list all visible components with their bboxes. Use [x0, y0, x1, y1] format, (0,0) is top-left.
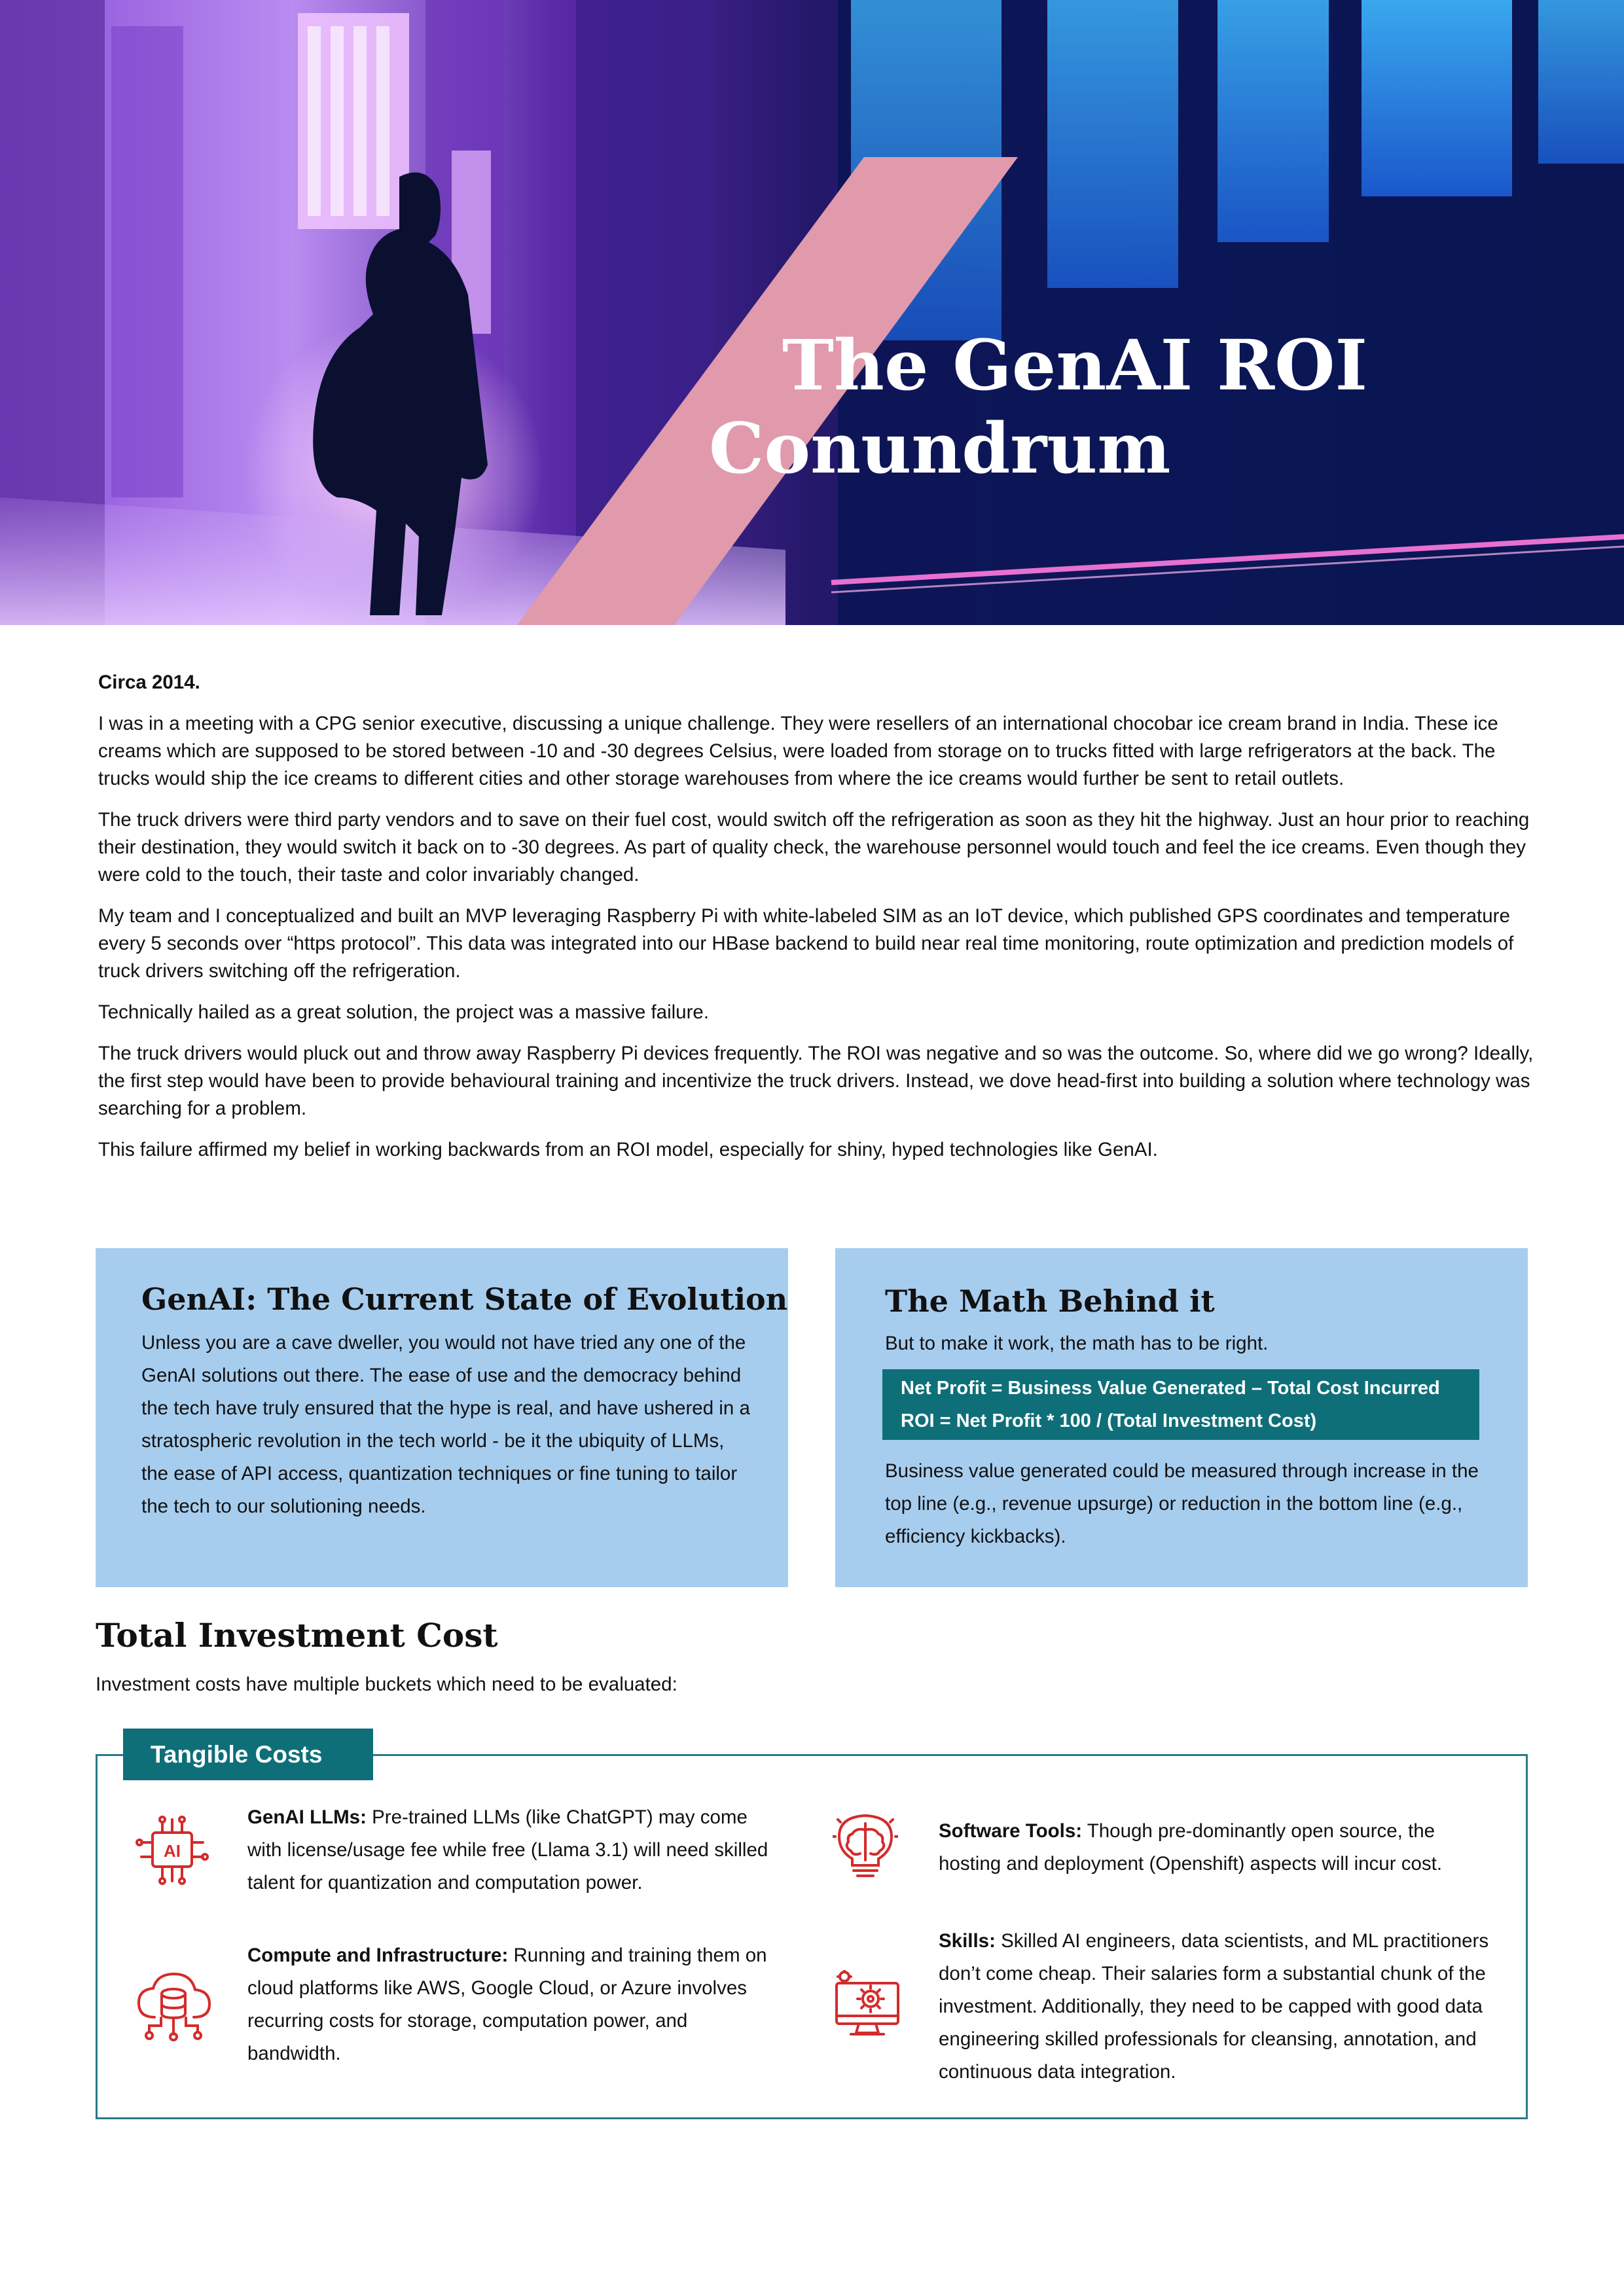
section-subtitle: Investment costs have multiple buckets which need to be evaluated:	[96, 1674, 677, 1695]
page-title-line-2: Conundrum	[709, 407, 1171, 489]
cost-item-label: Skills:	[939, 1930, 996, 1952]
section-heading: Total Investment Cost	[96, 1616, 498, 1655]
page-title-line-1: The GenAI ROI	[782, 324, 1368, 406]
cost-item-text: Pre-trained LLMs (like ChatGPT) may come with license/usage fee while free (Llama 3.1) will need skilled talent for quantization and computation power.	[247, 1806, 768, 1893]
hero-illustration	[0, 0, 1624, 625]
intro-paragraph: The truck drivers would pluck out and throw away Raspberry Pi devices frequently. The ROI was negative and so was the outcome. So, where did we go wrong? Ideally, the first step would have been to provide behavioural training and incentivize the truck drivers. Instead, we dove head-first into building a solution where technology was searching for a problem.	[98, 1043, 1534, 1119]
ai-chip-icon	[135, 1813, 209, 1889]
cloud-database-icon	[135, 1970, 212, 2043]
cost-item-label: GenAI LLMs:	[247, 1806, 367, 1828]
evolution-text: Unless you are a cave dweller, you would not have tried any one of the GenAI solutions out there. The ease of use and the democracy behind the tech have truly ensured that the hype is real, and have ushered in a stratospheric revolution in the tech world - be it the ubiquity of LLMs, the ease of API access, quantization techniques or fine tuning to tailor the tech to our solutioning needs.	[141, 1332, 750, 1517]
cost-item-text: Skilled AI engineers, data scientists, and ML practitioners don’t come cheap. Their salaries form a substantial chunk of the investment. Additionally, they need to be capped with good data engineering skilled professionals for cleansing, annotation, and continuous data integration.	[939, 1930, 1489, 2083]
intro-paragraph: The truck drivers were third party vendors and to save on their fuel cost, would switch off the refrigeration as soon as they hit the highway. Just an hour prior to reaching their destination, they would switch it back on to -30 degrees. As part of quality check, the warehouse personnel would touch and feel the ice creams. Even though they were cold to the touch, their taste and color invariably changed.	[98, 809, 1530, 886]
intro-section	[98, 669, 1538, 1177]
cost-item-text: Running and training them on cloud platforms like AWS, Google Cloud, or Azure involves recurring costs for storage, computation power, and bandwidth.	[247, 1945, 767, 2064]
intro-paragraph: This failure affirmed my belief in working backwards from an ROI model, especially for shiny, hyped technologies like GenAI.	[98, 1139, 1158, 1160]
cost-item-label: Software Tools:	[939, 1820, 1083, 1842]
cost-item-software-tools	[939, 1815, 1502, 1880]
math-box	[835, 1248, 1528, 1587]
cost-item-genai-llms	[247, 1801, 771, 1899]
cost-item-label: Compute and Infrastructure:	[247, 1945, 509, 1966]
roi-formula-box	[882, 1369, 1479, 1440]
intro-lead: Circa 2014.	[98, 672, 200, 693]
intro-paragraph: Technically hailed as a great solution, the project was a massive failure.	[98, 1001, 710, 1023]
svg-text:AI: AI	[164, 1841, 181, 1861]
evolution-heading: GenAI: The Current State of Evolution	[141, 1282, 788, 1317]
intro-paragraph: My team and I conceptualized and built an MVP leveraging Raspberry Pi with white-labeled SIM as an IoT device, which published GPS coordinates and temperature every 5 seconds over “https protocol”. This data was integrated into our HBase backend to build near real time monitoring, route optimization and prediction models of truck drivers switching off the refrigeration.	[98, 905, 1514, 982]
math-heading: The Math Behind it	[885, 1283, 1215, 1319]
net-profit-formula: Net Profit = Business Value Generated – Total Cost Incurred	[901, 1378, 1440, 1399]
cost-item-compute	[247, 1939, 771, 2070]
cost-item-text: Though pre-dominantly open source, the hosting and deployment (Openshift) aspects will incur cost.	[939, 1820, 1443, 1874]
math-intro: But to make it work, the math has to be right.	[885, 1333, 1269, 1354]
intro-paragraph: I was in a meeting with a CPG senior executive, discussing a unique challenge. They were resellers of an international chocobar ice cream brand in India. These ice creams which are supposed to be stored between -10 and -30 degrees Celsius, were loaded from storage on to trucks fitted with large refrigerators at the back. The trucks would ship the ice creams to different cities and other storage warehouses from where the ice creams would further be sent to retail outlets.	[98, 713, 1498, 789]
brain-bulb-icon	[833, 1813, 898, 1881]
tangible-costs-tab: Tangible Costs	[123, 1729, 373, 1780]
hero-banner	[0, 0, 1624, 625]
monitor-gears-icon	[833, 1970, 902, 2038]
math-text: Business value generated could be measured through increase in the top line (e.g., revenue upsurge) or reduction in the bottom line (e.g., efficiency kickbacks).	[885, 1460, 1479, 1547]
roi-formula: ROI = Net Profit * 100 / (Total Investment Cost)	[901, 1410, 1317, 1431]
evolution-box	[96, 1248, 788, 1587]
cost-item-skills	[939, 1925, 1515, 2089]
